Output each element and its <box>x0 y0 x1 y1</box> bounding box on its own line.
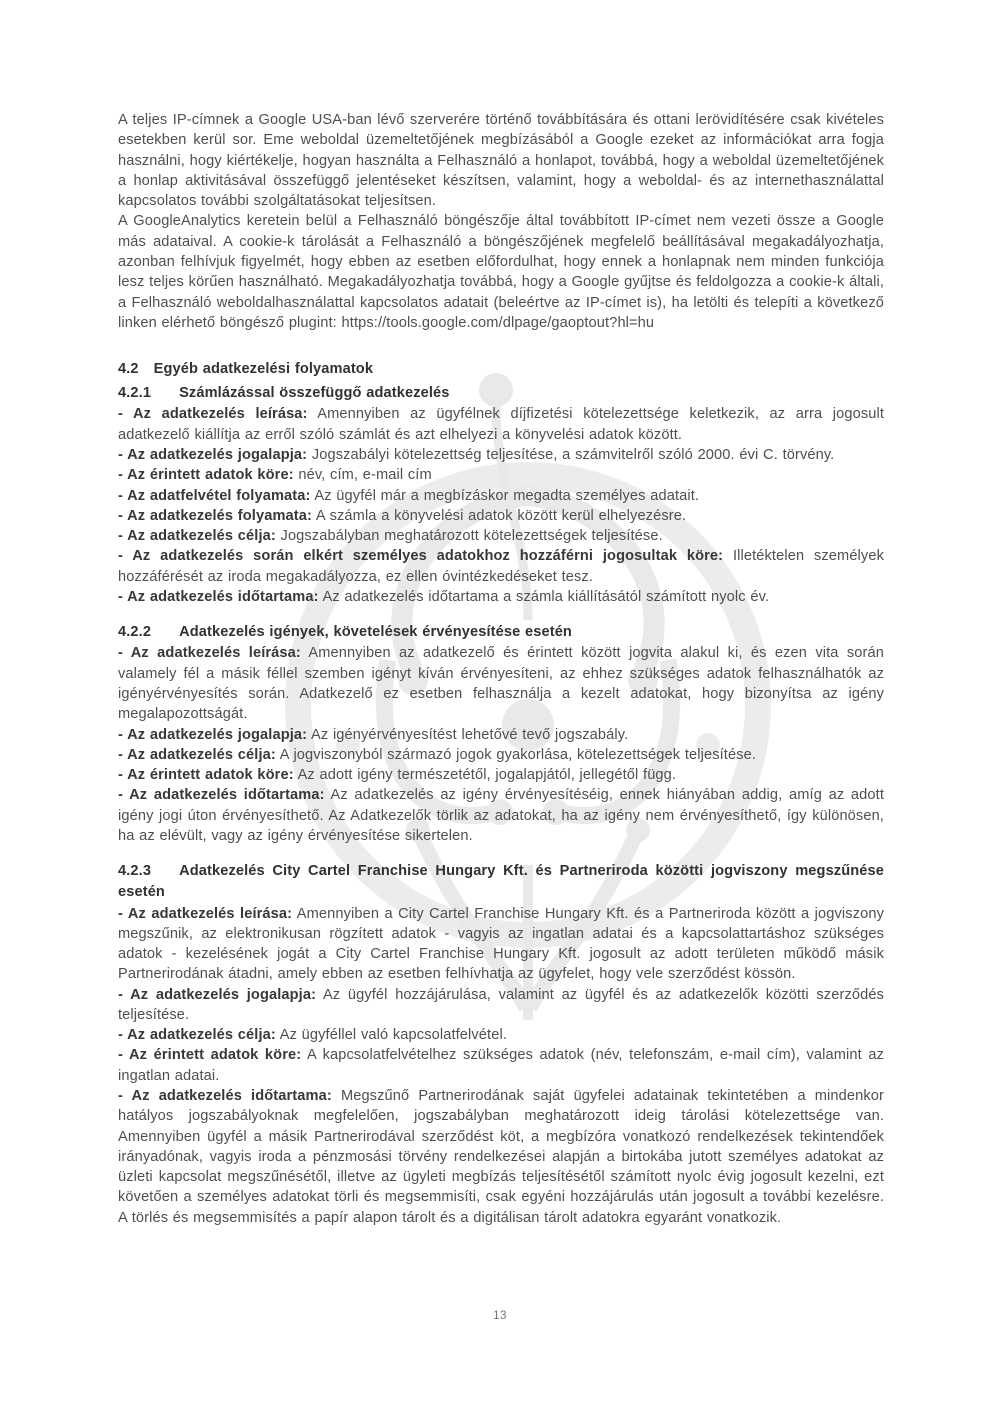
subsection-4-2-3-heading <box>118 861 884 903</box>
policy-item-text: A számla a könyvelési adatok között kerül elhelyezésre. <box>315 507 687 524</box>
policy-item-text: Az ügyfél hozzájárulása, valamint az ügyfél és az adatkezelők közötti szerződés teljesítése. <box>118 986 884 1023</box>
policy-item-text: Megszűnő Partnerirodának saját ügyfelei adatainak tekintetében a mindenkor hatályos jogszabályoknak megfelelően, jogszabályban meghatározott ideig tárolási kötelezettsége van. Amennyiben ügyfél a másik Partnerirodával szerződést köt, a megbízóra vonatkozó rendelkezések tekintendőek irányadónak, vagyis iroda a pénzmosási törvény rendelkezései alapján a birtokába jutott személyes adatokat az üzleti kapcsolat megszűnésétől, illetve az ügyleti megbízás teljesítésétől számított nyolc évig jogosult kezelni, ezt követően a személyes adatokat törli és megsemmisíti, csak egyéni hozzájárulás után jogosult a további kezelésre. A törlés és megsemmisítés a papír alapon tárolt és a digitálisan tárolt adatokra egyaránt vonatkozik. <box>118 1088 884 1226</box>
subsection-number: 4.2.2 <box>118 624 152 641</box>
policy-item-label: - Az adatkezelés leírása: <box>118 406 308 423</box>
policy-item-label: - Az érintett adatok köre: <box>118 467 294 484</box>
policy-item-text: Jogszabályban meghatározott kötelezettségek teljesítése. <box>280 528 663 545</box>
policy-item-text: A jogviszonyból származó jogok gyakorlása, kötelezettségek teljesítése. <box>279 746 757 763</box>
subsection-4-2-1-heading <box>118 383 884 404</box>
policy-item-text: Jogszabályi kötelezettség teljesítése, a számvitelről szóló 2000. évi C. törvény. <box>311 446 835 463</box>
policy-item <box>118 465 884 485</box>
policy-item <box>118 587 884 607</box>
intro-paragraph-1: A teljes IP-címnek a Google USA-ban lévő szerverére történő továbbítására és ottani lerövidítésére csak kivételes esetekben kerül sor. Eme weboldal üzemeltetőjének megbízásából a Google ezeket az információkat arra fogja használni, hogy kiértékelje, hogyan használta a Felhasználó a honlapot, továbbá, hogy a weboldal üzemeltetőjének a honlap aktivitásával összefüggő jelentéseket készítsen, valamint, hogy a weboldal- és az internethasználattal kapcsolatos további szolgáltatásokat teljesítsen. <box>118 112 884 210</box>
gaoptout-link[interactable]: https://tools.google.com/dlpage/gaoptout?hl=hu <box>341 314 655 331</box>
subsection-number: 4.2.1 <box>118 385 152 402</box>
policy-item-label: - Az adatkezelés célja: <box>118 746 276 763</box>
page-number: 13 <box>493 1310 507 1322</box>
policy-item-label: - Az adatkezelés jogalapja: <box>118 726 308 743</box>
policy-item-label: - Az adatkezelés leírása: <box>118 905 293 922</box>
policy-item <box>118 1045 884 1086</box>
policy-item-text: Az igényérvényesítést lehetővé tevő jogszabály. <box>311 726 629 743</box>
policy-item <box>118 765 884 785</box>
policy-item <box>118 725 884 745</box>
policy-item <box>118 785 884 846</box>
policy-item-label: - Az adatkezelés időtartama: <box>118 588 319 605</box>
policy-item-label: - Az érintett adatok köre: <box>118 1047 302 1064</box>
policy-item-text: Amennyiben az ügyfélnek díjfizetési kötelezettsége keletkezik, az arra jogosult adatkezelő kiállítja az erről szóló számlát és azt elhelyezi a könyvelési adatok között. <box>118 406 885 443</box>
policy-item-text: Az adatkezelés az igény érvényesítéséig, ennek hiányában addig, amíg az adott igény jogi úton érvényesíthető. Az Adatkezelők törlik az adatokat, ha az igény nem érvényesíthető, így különösen, ha az elévült, vagy az igény érvényesítése sikertelen. <box>118 787 884 844</box>
policy-item <box>118 546 884 587</box>
policy-item-text: név, cím, e-mail cím <box>298 467 432 484</box>
policy-item-label: - Az adatkezelés időtartama: <box>118 787 325 804</box>
section-title: Egyéb adatkezelési folyamatok <box>153 361 374 378</box>
policy-item-text: Amennyiben a City Cartel Franchise Hungary Kft. és a Partneriroda között a jogviszony megszűnik, az elektronikusan rögzített adatok - vagyis az ingatlan adatai és a kapcsolattartáshoz szükséges adatok - kezelésének jogát a City Cartel Franchise Hungary Kft. jogosult az adott területen működő másik Partnerirodának átadni, amely ebben az esetben felhívhatja az ügyfelet, hogy vele szerződést kössön. <box>118 905 884 983</box>
policy-item-label: - Az adatkezelés leírása: <box>118 645 301 662</box>
policy-item-text: Az adott igény természetétől, jogalapjától, jellegétől függ. <box>297 767 677 784</box>
section-4-2-heading <box>118 359 884 380</box>
policy-item-text: A kapcsolatfelvételhez szükséges adatok (név, telefonszám, e-mail cím), valamint az ingatlan adatai. <box>118 1047 884 1084</box>
policy-item <box>118 985 884 1026</box>
policy-item <box>118 1086 884 1228</box>
policy-item-label: - Az adatkezelés célja: <box>118 528 276 545</box>
policy-item-text: Az adatkezelés időtartama a számla kiállításától számított nyolc év. <box>322 588 770 605</box>
policy-item-label: - Az adatkezelés folyamata: <box>118 507 312 524</box>
subsection-title: Számlázással összefüggő adatkezelés <box>179 385 450 402</box>
subsection-title: Adatkezelés igények, követelések érvényesítése esetén <box>179 624 572 641</box>
policy-item <box>118 506 884 526</box>
policy-item <box>118 1025 884 1045</box>
policy-item-label: - Az adatkezelés időtartama: <box>118 1088 332 1105</box>
policy-item-text: Az ügyféllel való kapcsolatfelvétel. <box>279 1027 507 1044</box>
subsection-4-2-2-heading <box>118 622 884 643</box>
policy-item-label: - Az adatfelvétel folyamata: <box>118 487 311 504</box>
section-number: 4.2 <box>118 361 139 378</box>
policy-item-text: Az ügyfél már a megbízáskor megadta személyes adatait. <box>314 487 700 504</box>
policy-item-text: Amennyiben az adatkezelő és érintett között jogvita alakul ki, és ezen vita során valamely fél a másik féllel szemben igényt kíván érvényesíteni, az ehhez szükséges adatok felhasználhatók az igényérvényesítés során. Adatkezelő ez esetben felhasználja a kezelt adatokat, hogy bizonyítsa az igény megalapozottságát. <box>118 645 884 723</box>
policy-item <box>118 745 884 765</box>
intro-paragraph-2 <box>118 211 884 333</box>
subsection-number: 4.2.3 <box>118 863 152 880</box>
policy-item-label: - Az adatkezelés jogalapja: <box>118 986 317 1003</box>
subsection-title: Adatkezelés City Cartel Franchise Hungary Kft. és Partneriroda közötti jogviszony megszűnése esetén <box>118 863 884 901</box>
policy-item <box>118 904 884 985</box>
document-body <box>118 110 884 1228</box>
policy-item-label: - Az adatkezelés jogalapja: <box>118 446 308 463</box>
policy-item <box>118 404 884 445</box>
policy-item <box>118 445 884 465</box>
policy-item <box>118 643 884 724</box>
policy-item <box>118 526 884 546</box>
policy-item-label: - Az adatkezelés célja: <box>118 1027 276 1044</box>
policy-item-label: - Az adatkezelés során elkért személyes adatokhoz hozzáférni jogosultak köre: <box>118 548 724 565</box>
policy-item-label: - Az érintett adatok köre: <box>118 767 294 784</box>
intro-paragraph-2-text: A GoogleAnalytics keretein belül a Felhasználó böngészője által továbbított IP-címet nem vezeti össze a Google más adataival. A cookie-k tárolását a Felhasználó a böngészőjének megfelelő beállításával megakadályozhatja, azonban felhívjuk figyelmét, hogy ebben az esetben előfordulhat, hogy ennek a honlapnak nem minden funkciója lesz teljes körűen használható. Megakadályozhatja továbbá, hogy a Google gyűjtse és feldolgozza a cookie-k általi, a Felhasználó weboldalhasználattal kapcsolatos adatait (beleértve az IP-címet is), ha letölti és telepíti a következő linken elérhető böngésző plugint: <box>118 213 884 331</box>
policy-item-text: Illetéktelen személyek hozzáférését az iroda megakadályozza, ez ellen óvintézkedéseket tesz. <box>118 548 884 585</box>
policy-item <box>118 486 884 506</box>
